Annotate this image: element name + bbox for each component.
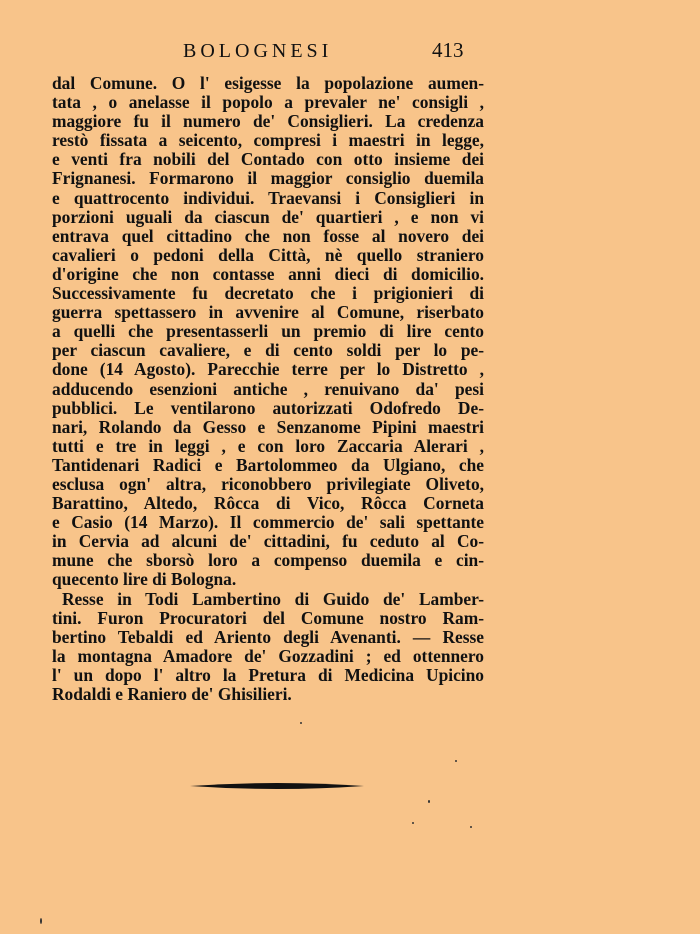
- text-line: mune che sborsò loro a compenso duemila e cin-: [52, 550, 484, 571]
- text-line: entrava quel cittadino che non fosse al novero dei: [52, 225, 484, 246]
- text-line: in Cervia ad alcuni de' cittadini, fu ceduto al Co-: [52, 531, 484, 552]
- text-line: e quattrocento individui. Traevansi i Consiglieri in: [52, 187, 484, 208]
- page-number: 413: [432, 38, 464, 62]
- text-line: la montagna Amadore de' Gozzadini ; ed ottennero: [52, 645, 484, 666]
- text-line: dal Comune. O l' esigesse la popolazione aumen-: [52, 73, 484, 93]
- text-line: e venti fra nobili del Contado con otto insieme dei: [52, 149, 484, 170]
- text-line: Successivamente fu decretato che i prigionieri di: [52, 283, 484, 304]
- text-line: Tantidenari Radici e Bartolommeo da Ulgiano, che: [52, 454, 484, 475]
- text-line: done (14 Agosto). Parecchie terre per lo Distretto ,: [52, 359, 484, 380]
- text-line: restò fissata a seicento, compresi i maestri in legge,: [52, 130, 484, 151]
- paper-speck: [455, 760, 457, 762]
- text-line: pubblici. Le ventilarono autorizzati Odofredo De-: [52, 397, 484, 418]
- paper-speck: [40, 918, 42, 924]
- paper-speck: [470, 826, 472, 828]
- text-line: d'origine che non contasse anni dieci di domicilio.: [52, 263, 484, 284]
- paragraph-first-line: Resse in Todi Lambertino di Guido de' Lamber-: [62, 588, 484, 609]
- text-line: adducendo esenzioni antiche , renuivano da' pesi: [52, 378, 484, 399]
- text-line: esclusa ogn' altra, riconobbero privilegiate Oliveto,: [52, 473, 484, 494]
- text-line: nari, Rolando da Gesso e Senzanome Pipini maestri: [52, 416, 484, 437]
- text-line: Rodaldi e Raniero de' Ghisilieri.: [52, 684, 292, 704]
- body-text: [52, 74, 484, 704]
- text-line: e Casio (14 Marzo). Il commercio de' sali spettante: [52, 512, 484, 533]
- paper-speck: [428, 800, 430, 803]
- text-line: maggiore fu il numero de' Consiglieri. La credenza: [52, 111, 484, 132]
- text-line: per ciascun cavaliere, e di cento soldi per lo pe-: [52, 340, 484, 361]
- text-line: porzioni uguali da ciascun de' quartieri , e non vi: [52, 206, 484, 227]
- text-line: tata , o anelasse il popolo a prevaler ne' consigli ,: [52, 92, 484, 113]
- paper-speck: [412, 822, 414, 824]
- text-line: l' un dopo l' altro la Pretura di Medicina Upicino: [52, 664, 484, 685]
- text-line: Frignanesi. Formarono il maggior consiglio duemila: [52, 168, 484, 189]
- text-line: quecento lire di Bologna.: [52, 569, 237, 590]
- text-line: tutti e tre in leggi , e con loro Zaccaria Alerari ,: [52, 435, 484, 456]
- paper-speck: [300, 722, 302, 724]
- text-line: a quelli che presentasserli un premio di lire cento: [52, 321, 484, 342]
- text-line: Barattino, Altedo, Rôcca di Vico, Rôcca Corneta: [52, 493, 484, 514]
- text-line: cavalieri o pedoni della Città, nè quello straniero: [52, 244, 484, 265]
- running-head: BOLOGNESI: [183, 40, 333, 62]
- text-line: tini. Furon Procuratori del Comune nostro Ram-: [52, 607, 484, 628]
- text-line: bertino Tebaldi ed Ariento degli Avenanti. — Resse: [52, 626, 484, 647]
- end-rule: [190, 782, 364, 790]
- text-line: guerra spettassero in avvenire al Comune, riserbato: [52, 302, 484, 323]
